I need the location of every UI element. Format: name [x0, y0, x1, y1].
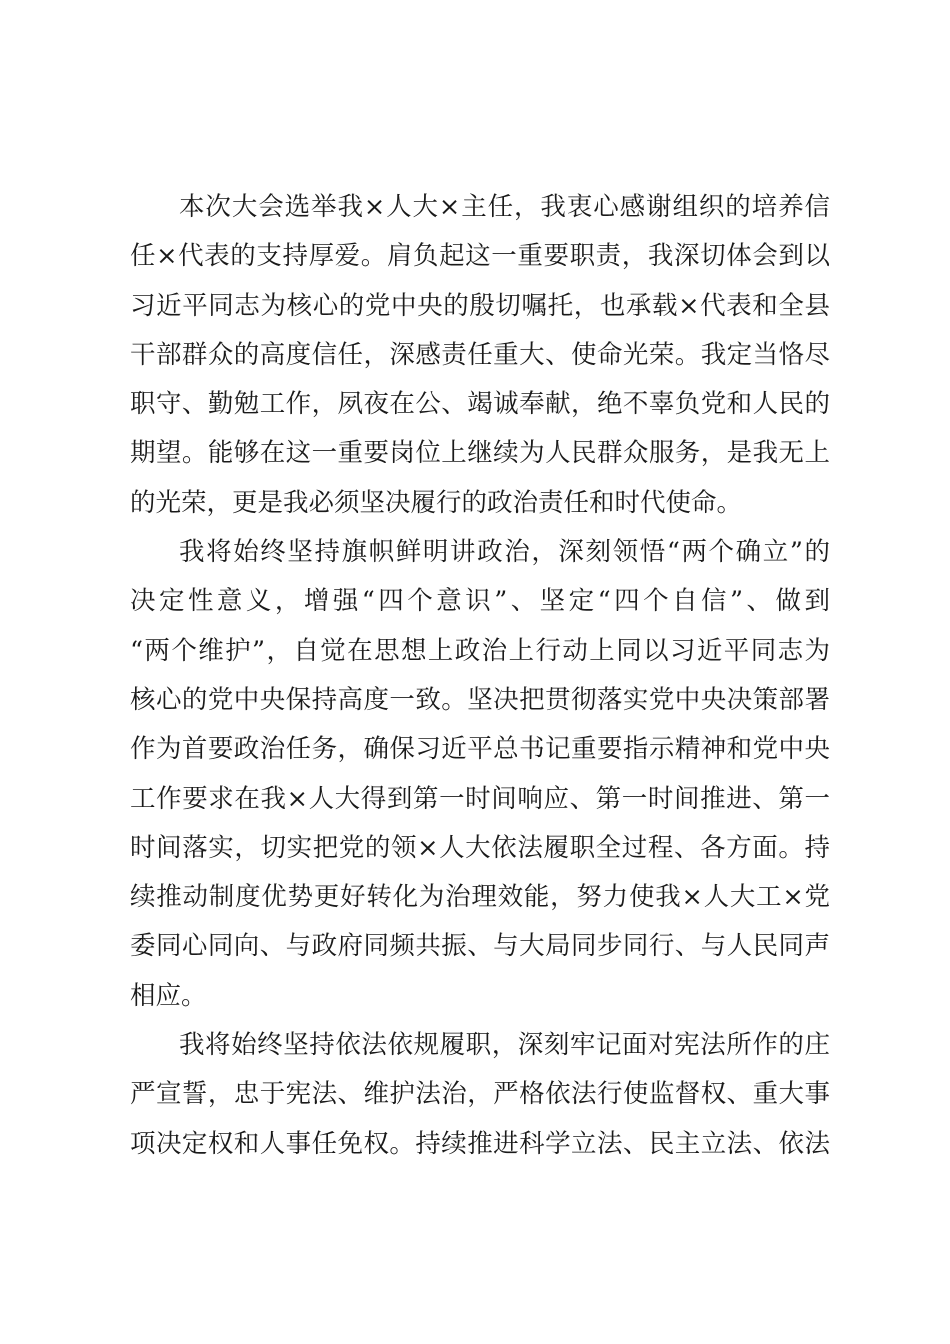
text-line: 项决定权和人事任免权。持续推进科学立法、民主立法、依法 [130, 1128, 830, 1159]
text-line: 核心的党中央保持高度一致。坚决把贯彻落实党中央决策部署 [130, 684, 830, 715]
text-line: 的光荣，更是我必须坚决履行的政治责任和时代使命。 [130, 487, 743, 518]
text-line: “两个维护”，自觉在思想上政治上行动上同以习近平同志为 [130, 635, 830, 666]
text-line: 决定性意义，增强“四个意识”、坚定“四个自信”、做到 [130, 586, 830, 617]
text-line: 委同心同向、与政府同频共振、与大局同步同行、与人民同声 [130, 931, 830, 962]
text-line: 期望。能够在这一重要岗位上继续为人民群众服务，是我无上 [130, 438, 830, 469]
paragraph-2 [130, 528, 830, 1021]
text-line: 任×代表的支持厚爱。肩负起这一重要职责，我深切体会到以 [130, 241, 830, 272]
paragraph-1 [130, 183, 830, 528]
text-line: 本次大会选举我×人大×主任，我衷心感谢组织的培养信 [179, 192, 830, 222]
text-line: 作为首要政治任务，确保习近平总书记重要指示精神和党中央 [130, 734, 830, 765]
document-body [130, 183, 830, 1169]
paragraph-3 [130, 1021, 830, 1169]
text-line: 续推动制度优势更好转化为治理效能，努力使我×人大工×党 [130, 882, 830, 913]
text-line: 工作要求在我×人大得到第一时间响应、第一时间推进、第一 [130, 783, 830, 814]
text-line: 我将始终坚持依法依规履职，深刻牢记面对宪法所作的庄 [179, 1030, 830, 1061]
text-line: 时间落实，切实把党的领×人大依法履职全过程、各方面。持 [130, 832, 830, 863]
text-line: 相应。 [130, 980, 207, 1011]
text-line: 干部群众的高度信任，深感责任重大、使命光荣。我定当恪尽 [130, 339, 830, 370]
text-line: 严宣誓，忠于宪法、维护法治，严格依法行使监督权、重大事 [130, 1079, 830, 1110]
text-line: 职守、勤勉工作，夙夜在公、竭诚奉献，绝不辜负党和人民的 [130, 389, 830, 420]
text-line: 我将始终坚持旗帜鲜明讲政治，深刻领悟“两个确立”的 [179, 537, 830, 568]
text-line: 习近平同志为核心的党中央的殷切嘱托，也承载×代表和全县 [130, 290, 830, 321]
